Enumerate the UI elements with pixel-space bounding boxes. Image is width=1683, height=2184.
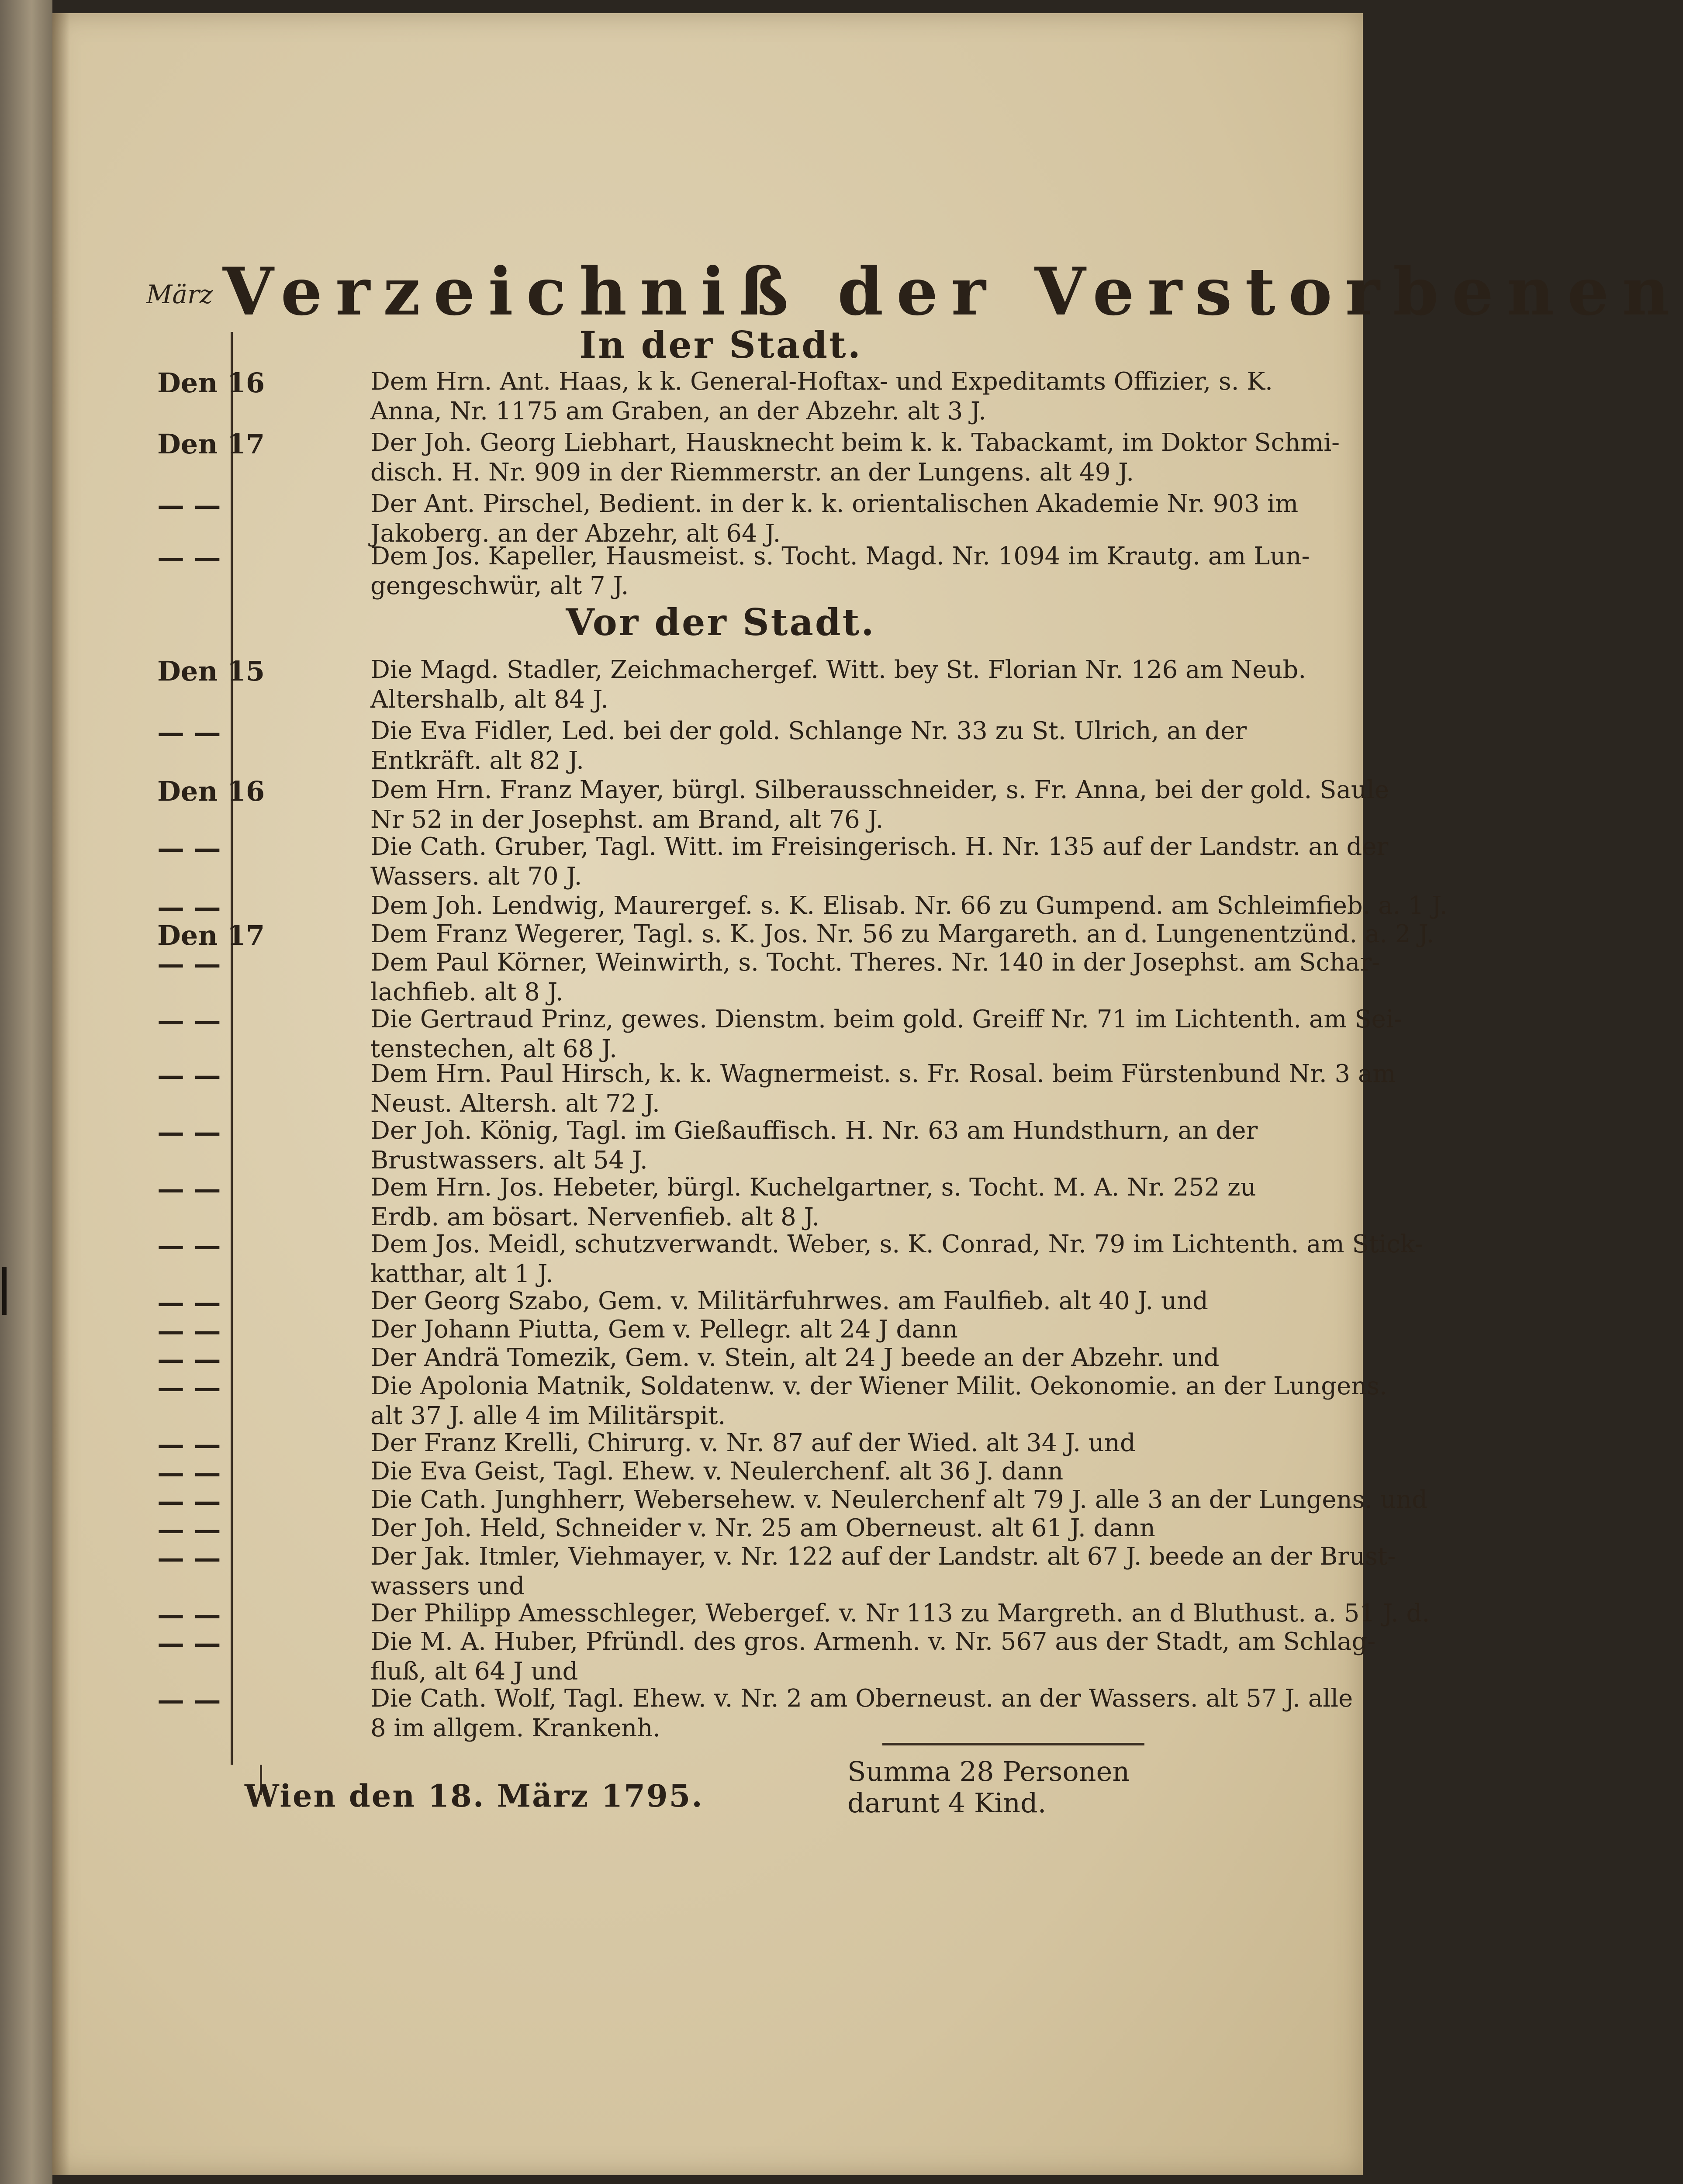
entry-line: gengeschwür, alt 7 J. — [370, 572, 629, 600]
entry-text — [370, 1428, 1331, 1458]
entry-text — [370, 1457, 1331, 1486]
entry-line: Die M. A. Huber, Pfründl. des gros. Armenh. v. Nr. 567 aus der Stadt, am Schlag- — [370, 1628, 1376, 1656]
entry-date: — — — [157, 716, 221, 748]
entry-line: tenstechen, alt 68 J. — [370, 1035, 617, 1063]
entry-date: Den 15 — [157, 655, 265, 687]
entry-text — [370, 1599, 1430, 1628]
section-heading-city: In der Stadt. — [579, 323, 862, 366]
entry-date: — — — [157, 1485, 221, 1517]
entry-date: — — — [157, 1627, 221, 1659]
entry-text — [370, 1005, 1402, 1064]
entry-date: — — — [157, 489, 221, 521]
entry-line: Altershalb, alt 84 J. — [370, 685, 608, 714]
entry-text — [370, 1485, 1427, 1515]
entry-line: wassers und — [370, 1572, 525, 1600]
entry-text — [370, 1514, 1331, 1543]
entry-text — [370, 1116, 1331, 1175]
entry-date: — — — [157, 1286, 221, 1318]
entry-date: — — — [157, 891, 221, 923]
facing-page-edge — [0, 0, 52, 2184]
entry-line: katthar, alt 1 J. — [370, 1260, 553, 1288]
entry-date: Den 16 — [157, 775, 265, 807]
summa-total: Summa 28 Personen — [847, 1755, 1130, 1787]
entry-text — [370, 1684, 1353, 1743]
place-date: Wien den 18. März 1795. — [245, 1778, 704, 1814]
entry-line: alt 37 J. alle 4 im Militärspit. — [370, 1402, 726, 1430]
entry-text — [370, 1315, 1331, 1344]
entry-line: Die Cath. Wolf, Tagl. Ehew. v. Nr. 2 am Oberneust. an der Wassers. alt 57 J. alle — [370, 1684, 1353, 1713]
entry-line: fluß, alt 64 J und — [370, 1657, 578, 1686]
entry-date: — — — [157, 1428, 221, 1460]
entry-text — [370, 1230, 1423, 1289]
entry-text — [370, 655, 1331, 715]
entry-date: Den 16 — [157, 367, 265, 399]
entry-text — [370, 1372, 1387, 1431]
entry-line: Neust. Altersh. alt 72 J. — [370, 1089, 660, 1118]
entry-text — [370, 367, 1331, 426]
entry-text — [370, 919, 1434, 949]
entry-date: — — — [157, 1230, 221, 1261]
entry-line: disch. H. Nr. 909 in der Riemmerstr. an der Lungens. alt 49 J. — [370, 458, 1134, 487]
entry-date: — — — [157, 1599, 221, 1631]
entry-line: Dem Hrn. Ant. Haas, k k. General-Hoftax- und Expeditamts Offizier, s. K. — [370, 367, 1273, 396]
entry-line: Der Johann Piutta, Gem v. Pellegr. alt 24 J dann — [370, 1315, 958, 1344]
entry-date: — — — [157, 948, 221, 980]
entry-line: Dem Hrn. Jos. Hebeter, bürgl. Kuchelgartner, s. Tocht. M. A. Nr. 252 zu — [370, 1173, 1256, 1202]
entry-text — [370, 716, 1331, 776]
month-label: März — [146, 280, 213, 309]
entry-line: 8 im allgem. Krankenh. — [370, 1714, 661, 1742]
entry-line: Der Andrä Tomezik, Gem. v. Stein, alt 24 J beede an der Abzehr. und — [370, 1344, 1220, 1372]
entry-line: Brustwassers. alt 54 J. — [370, 1146, 648, 1175]
page-title: Verzeichniß der Verstorbenen — [223, 253, 1683, 330]
entry-line: Erdb. am bösart. Nervenfieb. alt 8 J. — [370, 1203, 820, 1231]
entry-text — [370, 948, 1380, 1007]
entry-line: Der Philipp Amesschleger, Webergef. v. Nr 113 zu Margreth. an d Bluthust. a. 51 J. d. — [370, 1599, 1430, 1628]
entry-line: Die Magd. Stadler, Zeichmachergef. Witt. bey St. Florian Nr. 126 am Neub. — [370, 656, 1306, 684]
entry-text — [370, 428, 1340, 487]
entry-text — [370, 489, 1331, 549]
entry-date: — — — [157, 1684, 221, 1716]
margin-ink-mark — [2, 1267, 7, 1315]
summa-block — [847, 1756, 1130, 1819]
entry-line: Die Apolonia Matnik, Soldatenw. v. der Wiener Milit. Oekonomie. an der Lungens. — [370, 1372, 1387, 1400]
entry-text — [370, 1173, 1331, 1232]
entry-date: Den 17 — [157, 428, 265, 460]
entry-line: Dem Jos. Meidl, schutzverwandt. Weber, s. K. Conrad, Nr. 79 im Lichtenth. am Stick- — [370, 1230, 1423, 1258]
entry-line: Dem Franz Wegerer, Tagl. s. K. Jos. Nr. 56 zu Margareth. an d. Lungenentzünd. a. 2 J. — [370, 920, 1434, 948]
summa-children: darunt 4 Kind. — [847, 1787, 1047, 1819]
entry-line: Die Cath. Gruber, Tagl. Witt. im Freisingerisch. H. Nr. 135 auf der Landstr. an der — [370, 833, 1389, 861]
entry-line: Die Gertraud Prinz, gewes. Dienstm. beim gold. Greiff Nr. 71 im Lichtenth. am Sei- — [370, 1005, 1402, 1033]
entry-text — [370, 832, 1389, 892]
entry-line: Die Eva Geist, Tagl. Ehew. v. Neulerchenf. alt 36 J. dann — [370, 1457, 1064, 1486]
entry-date: — — — [157, 1514, 221, 1545]
entry-text — [370, 775, 1389, 835]
entry-date: — — — [157, 542, 221, 574]
entry-line: Dem Joh. Lendwig, Maurergef. s. K. Elisab. Nr. 66 zu Gumpend. am Schleimfieb. a. 1 J. — [370, 892, 1448, 920]
entry-line: Die Eva Fidler, Led. bei der gold. Schlange Nr. 33 zu St. Ulrich, an der — [370, 717, 1247, 745]
entry-text — [370, 1286, 1331, 1316]
entry-line: Der Georg Szabo, Gem. v. Militärfuhrwes. am Faulfieb. alt 40 J. und — [370, 1287, 1208, 1315]
entry-line: Der Joh. Georg Liebhart, Hausknecht beim k. k. Tabackamt, im Doktor Schmi- — [370, 429, 1340, 457]
section-heading-suburb: Vor der Stadt. — [566, 601, 876, 644]
entry-text — [370, 542, 1331, 601]
entry-text — [370, 1343, 1331, 1373]
entry-line: Jakoberg. an der Abzehr, alt 64 J. — [370, 519, 781, 548]
entry-line: Entkräft. alt 82 J. — [370, 746, 584, 775]
entry-line: Anna, Nr. 1175 am Graben, an der Abzehr. alt 3 J. — [370, 397, 986, 425]
entry-date: — — — [157, 832, 221, 864]
entry-line: Der Joh. König, Tagl. im Gießauffisch. H. Nr. 63 am Hundsthurn, an der — [370, 1116, 1258, 1145]
entry-line: Der Joh. Held, Schneider v. Nr. 25 am Oberneust. alt 61 J. dann — [370, 1514, 1155, 1542]
entry-date: — — — [157, 1315, 221, 1347]
entry-line: Nr 52 in der Josephst. am Brand, alt 76 J. — [370, 805, 884, 834]
entry-text — [370, 891, 1448, 921]
entry-line: Dem Hrn. Franz Mayer, bürgl. Silberausschneider, s. Fr. Anna, bei der gold. Saule — [370, 776, 1389, 804]
entry-line: Der Jak. Itmler, Viehmayer, v. Nr. 122 auf der Landstr. alt 67 J. beede an der Brust- — [370, 1542, 1396, 1571]
entry-date: — — — [157, 1542, 221, 1574]
entry-line: Der Franz Krelli, Chirurg. v. Nr. 87 auf der Wied. alt 34 J. und — [370, 1429, 1136, 1457]
entry-line: Der Ant. Pirschel, Bedient. in der k. k. orientalischen Akademie Nr. 903 im — [370, 490, 1299, 518]
entry-line: Wassers. alt 70 J. — [370, 862, 582, 891]
entry-text — [370, 1627, 1376, 1686]
entry-line: Dem Paul Körner, Weinwirth, s. Tocht. Theres. Nr. 140 in der Josephst. am Schar- — [370, 948, 1380, 977]
page-gutter-shadow — [52, 13, 70, 2175]
summa-rule — [882, 1743, 1144, 1745]
entry-date: — — — [157, 1173, 221, 1205]
entry-line: Die Cath. Junghherr, Webersehew. v. Neulerchenf alt 79 J. alle 3 an der Lungens. und — [370, 1486, 1427, 1514]
entry-line: lachfieb. alt 8 J. — [370, 978, 563, 1006]
entry-line: Dem Jos. Kapeller, Hausmeist. s. Tocht. Magd. Nr. 1094 im Krautg. am Lun- — [370, 542, 1310, 570]
entry-text — [370, 1542, 1396, 1601]
entry-date: — — — [157, 1343, 221, 1375]
entry-line: Dem Hrn. Paul Hirsch, k. k. Wagnermeist. s. Fr. Rosal. beim Fürstenbund Nr. 3 am — [370, 1060, 1396, 1088]
entry-date: — — — [157, 1116, 221, 1148]
entry-text — [370, 1059, 1396, 1119]
entry-date: — — — [157, 1457, 221, 1489]
entry-date: — — — [157, 1005, 221, 1037]
entry-date: — — — [157, 1372, 221, 1403]
entry-date: — — — [157, 1059, 221, 1091]
entry-date: Den 17 — [157, 919, 265, 951]
